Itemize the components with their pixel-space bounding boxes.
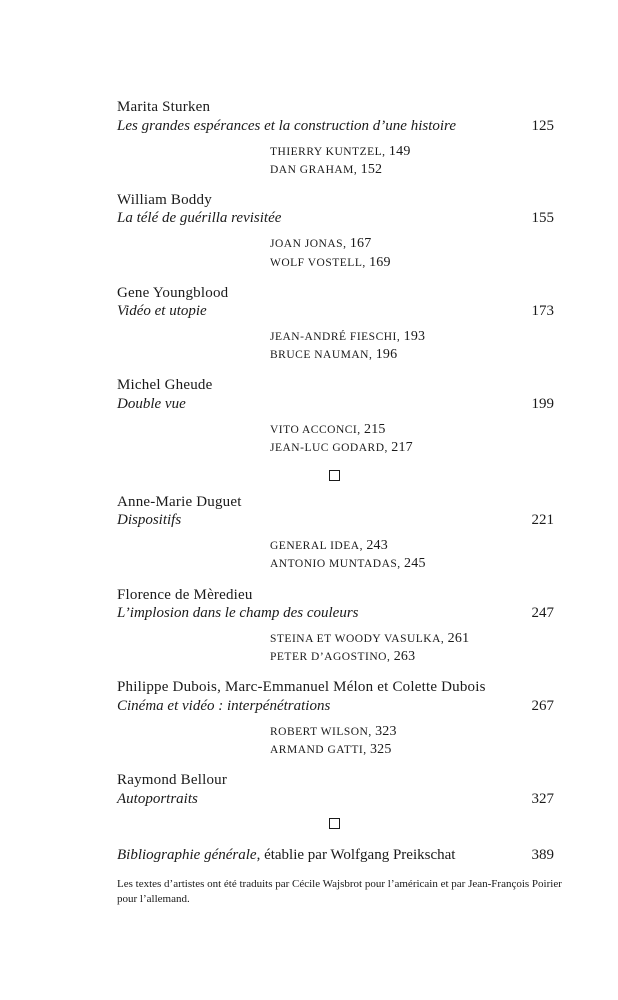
artist-name: JEAN-ANDRÉ FIESCHI [270, 331, 397, 343]
section-divider-box [329, 470, 340, 481]
entry-page: 221 [531, 512, 554, 528]
artist-name: GENERAL IDEA [270, 540, 360, 552]
artist-page: 149 [388, 144, 411, 159]
entry-author: Marita Sturken [117, 99, 211, 115]
entry-title: Autoportraits [117, 791, 198, 807]
artist-name: ARMAND GATTI [270, 744, 364, 756]
artist-item: WOLF VOSTELL, 169 [270, 255, 391, 270]
entry-title: L’implosion dans le champ des couleurs [117, 605, 359, 621]
artist-item: JEAN-ANDRÉ FIESCHI, 193 [270, 329, 426, 344]
artist-item: THIERRY KUNTZEL, 149 [270, 144, 411, 159]
entry-page: 155 [531, 210, 554, 226]
artist-page: 167 [349, 236, 372, 251]
artist-page: 245 [404, 556, 426, 571]
artist-page: 193 [403, 329, 426, 344]
artist-item: DAN GRAHAM, 152 [270, 162, 383, 177]
artist-name: WOLF VOSTELL [270, 257, 363, 269]
artist-page: 217 [391, 440, 413, 455]
artist-name: ANTONIO MUNTADAS [270, 558, 398, 570]
artist-item: STEINA ET WOODY VASULKA, 261 [270, 631, 470, 646]
artist-page: 261 [447, 631, 470, 646]
entry-title: La télé de guérilla revisitée [117, 210, 282, 226]
entry-page: 125 [531, 118, 554, 134]
artist-name: BRUCE NAUMAN [270, 349, 369, 361]
entry-title: Dispositifs [117, 512, 182, 528]
artist-item: PETER D’AGOSTINO, 263 [270, 649, 416, 664]
artist-name: THIERRY KUNTZEL [270, 146, 383, 158]
artist-item: VITO ACCONCI, 215 [270, 422, 386, 437]
bibliography-page: 389 [531, 847, 554, 863]
entry-author: Anne-Marie Duguet [117, 494, 242, 510]
entry-author: William Boddy [117, 192, 212, 208]
bibliography-entry [117, 847, 455, 864]
artist-page: 169 [369, 255, 391, 270]
entry-page: 199 [531, 396, 554, 412]
artist-item: JOAN JONAS, 167 [270, 236, 372, 251]
artist-item: ARMAND GATTI, 325 [270, 742, 392, 757]
artist-page: 196 [375, 347, 398, 362]
entry-page: 247 [531, 605, 554, 621]
bibliography-credit: , établie par Wolfgang Preikschat [256, 847, 456, 863]
section-divider-box [329, 818, 340, 829]
artist-item: BRUCE NAUMAN, 196 [270, 347, 398, 362]
entry-title: Double vue [117, 396, 186, 412]
translation-note: Les textes d’artistes ont été traduits par Cécile Wajsbrot pour l’américain et par Jean-François Poirier pour l’allemand. [117, 878, 562, 905]
artist-name: ROBERT WILSON [270, 726, 369, 738]
artist-page: 325 [369, 742, 392, 757]
entry-title: Vidéo et utopie [117, 303, 207, 319]
entry-title: Les grandes espérances et la construction d’une histoire [117, 118, 456, 134]
entry-author: Raymond Bellour [117, 772, 228, 788]
entry-page: 267 [531, 698, 554, 714]
entry-author: Florence de Mèredieu [117, 587, 253, 603]
entry-page: 327 [531, 791, 554, 807]
artist-item: ROBERT WILSON, 323 [270, 724, 397, 739]
artist-name: JEAN-LUC GODARD [270, 442, 385, 454]
entry-author: Gene Youngblood [117, 285, 229, 301]
artist-page: 152 [360, 162, 383, 177]
entry-author: Michel Gheude [117, 377, 213, 393]
entry-author: Philippe Dubois, Marc-Emmanuel Mélon et Colette Dubois [117, 679, 486, 695]
artist-name: PETER D’AGOSTINO [270, 651, 387, 663]
entry-page: 173 [531, 303, 554, 319]
artist-name: DAN GRAHAM [270, 164, 354, 176]
artist-page: 323 [375, 724, 397, 739]
artist-item: JEAN-LUC GODARD, 217 [270, 440, 413, 455]
artist-page: 215 [364, 422, 386, 437]
artist-page: 243 [366, 538, 388, 553]
entry-title: Cinéma et vidéo : interpénétrations [117, 698, 331, 714]
artist-name: VITO ACCONCI [270, 424, 358, 436]
artist-item: ANTONIO MUNTADAS, 245 [270, 556, 426, 571]
artist-item: GENERAL IDEA, 243 [270, 538, 388, 553]
artist-page: 263 [393, 649, 416, 664]
bibliography-title: Bibliographie générale [117, 847, 257, 863]
artist-name: JOAN JONAS [270, 238, 344, 250]
artist-name: STEINA ET WOODY VASULKA [270, 633, 441, 645]
